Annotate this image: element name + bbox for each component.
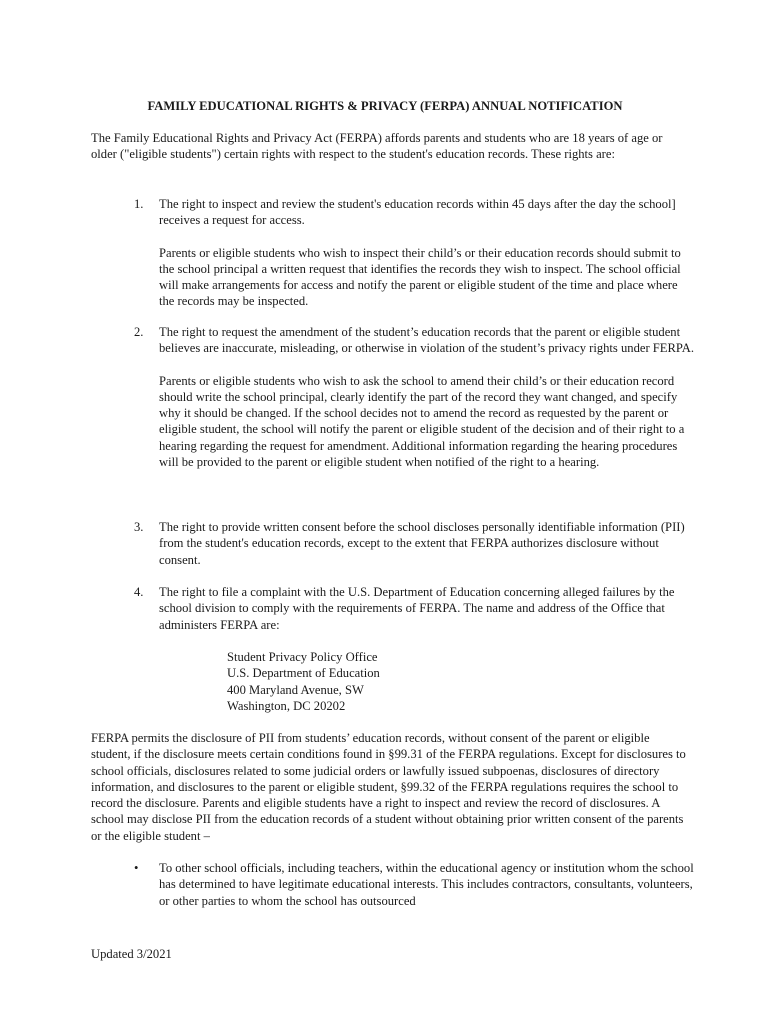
address-line: Student Privacy Policy Office [227,650,378,664]
disclosure-paragraph: FERPA permits the disclosure of PII from students’ education records, without consent of the parent or eligible student, if the disclosure meets certain conditions found in §99.31 of the FERPA regulations. Except for disclosures to school officials, disclosures related to some judicial orders or lawfully issued subpoenas, disclosures of directory information, and disclosures to the parent or eligible student, §99.32 of the FERPA regulations requires the school to record the disclosure. Parents and eligible students have a right to inspect and review the record of disclosures. A school may disclose PII from the education records of a student without obtaining prior written consent of the parents or the eligible student – [91,731,686,843]
item-detail: Parents or eligible students who wish to ask the school to amend their child’s or their education record should write the school principal, clearly identify the part of the record they want changed, and specify why it should be changed. If the school decides not to amend the record as requested by the parent or eligible student, the school will notify the parent or eligible student of the decision and of their right to a hearing regarding the request for amendment. Additional information regarding the hearing procedures will be provided to the parent or eligible student when notified of the right to a hearing. [159,373,685,470]
rights-item-3 [134,519,694,568]
item-text: The right to request the amendment of the student’s education records that the parent or eligible student believes are inaccurate, misleading, or otherwise in violation of the student’s privacy rights under FERPA. [159,325,694,356]
document-title: FAMILY EDUCATIONAL RIGHTS & PRIVACY (FERPA) ANNUAL NOTIFICATION [147,99,623,113]
item-text: The right to provide written consent before the school discloses personally identifiable information (PII) from the student's education records, except to the extent that FERPA authorizes disclosure without consent. [159,520,685,567]
rights-item-1 [134,196,694,310]
address-line: Washington, DC 20202 [227,698,346,713]
footer-updated-date: Updated 3/2021 [91,947,172,961]
item-text: The right to file a complaint with the U.S. Department of Education concerning alleged failures by the school division to comply with the requirements of FERPA. The name and address of the Office that administers FERPA are: [159,585,675,632]
item-number: 3. [134,520,144,534]
rights-item-2 [134,324,694,470]
address-line: 400 Maryland Avenue, SW [227,682,364,697]
office-address [227,649,527,714]
intro-paragraph: The Family Educational Rights and Privacy Act (FERPA) affords parents and students who are 18 years of age or older ("eligible students") certain rights with respect to the student's education records. These rights are: [91,131,663,162]
address-line: U.S. Department of Education [227,666,380,681]
item-number: 1. [134,197,144,211]
item-text: The right to inspect and review the student's education records within 45 days after the day the school] receives a request for access. [159,197,676,228]
item-number: 2. [134,325,144,339]
item-detail: Parents or eligible students who wish to inspect their child’s or their education records should submit to the school principal a written request that identifies the records they wish to inspect. The school official will make arrangements for access and notify the parent or eligible student of the time and place where the records may be inspected. [159,245,681,309]
rights-item-4 [134,584,694,633]
bullet-text: To other school officials, including teachers, within the educational agency or institution whom the school has determined to have legitimate educational interests. This includes contractors, consultants, volunteers, or other parties to whom the school has outsourced [159,861,694,908]
bullet-icon: • [134,861,139,875]
bullet-item [134,860,694,909]
item-number: 4. [134,585,144,599]
